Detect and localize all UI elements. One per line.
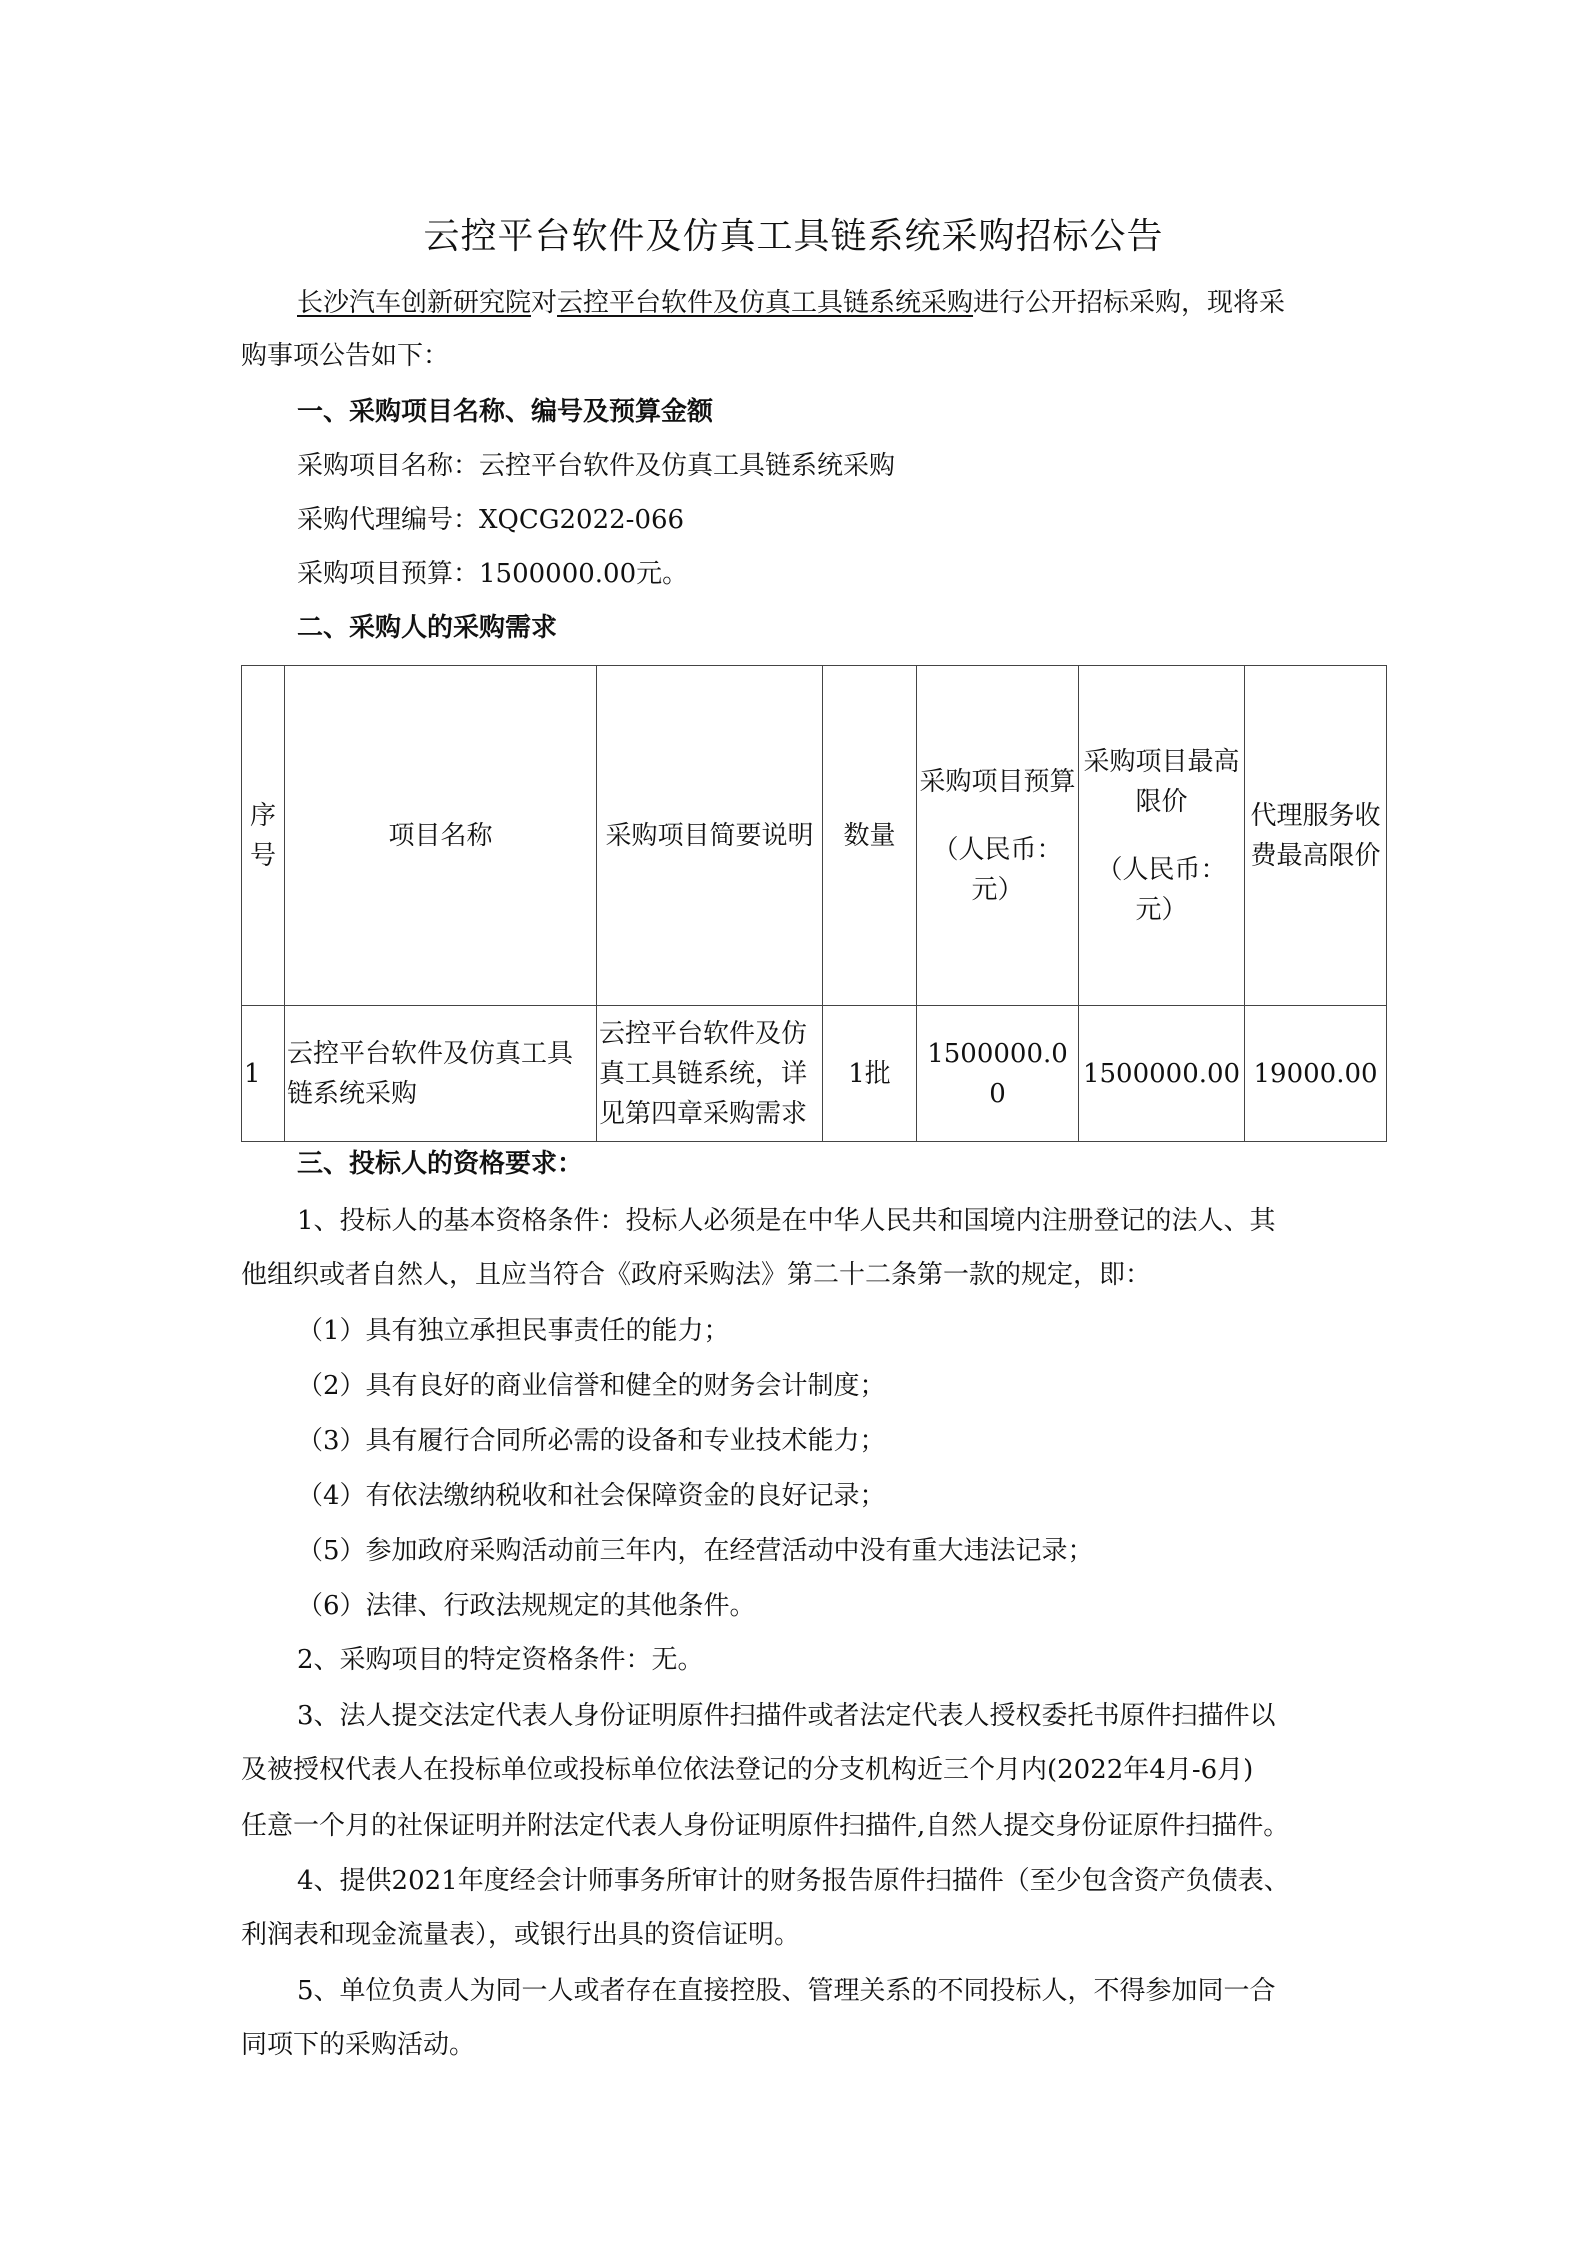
req1-item-1: （1）具有独立承担民事责任的能力； [297,1316,730,1346]
cell-seq: 1 [242,1006,285,1142]
req3-line2: 及被授权代表人在投标单位或投标单位依法登记的分支机构近三个月内(2022年4月-6月) [241,1755,1254,1785]
cell-qty: 1批 [823,1006,917,1142]
req4-line1: 4、提供2021年度经会计师事务所审计的财务报告原件扫描件（至少包含资产负债表、 [297,1866,1290,1896]
req1-item-4: （4）有依法缴纳税收和社会保障资金的良好记录； [297,1481,886,1511]
req1-item-5: （5）参加政府采购活动前三年内，在经营活动中没有重大违法记录； [297,1536,1094,1566]
cell-agency-fee: 19000.00 [1245,1006,1387,1142]
page-title: 云控平台软件及仿真工具链系统采购招标公告 [423,216,1164,257]
req5-line2: 同项下的采购活动。 [241,2030,476,2060]
header-max-price: 采购项目最高限价 （人民币：元） [1079,666,1245,1006]
cell-budget: 1500000.00 [917,1006,1079,1142]
project-name-link: 云控平台软件及仿真工具链系统采购 [557,288,974,318]
header-seq: 序号 [242,666,285,1006]
req2: 2、采购项目的特定资格条件：无。 [297,1645,704,1675]
section3-heading: 三、投标人的资格要求： [297,1149,584,1179]
req1-line1: 1、投标人的基本资格条件：投标人必须是在中华人民共和国境内注册登记的法人、其 [297,1206,1276,1236]
req3-line3: 任意一个月的社保证明并附法定代表人身份证明原件扫描件,自然人提交身份证原件扫描件。 [241,1811,1290,1841]
table-header-row [242,666,1387,1006]
header-budget: 采购项目预算 （人民币：元） [917,666,1079,1006]
req5-line1: 5、单位负责人为同一人或者存在直接控股、管理关系的不同投标人，不得参加同一合 [297,1976,1276,2006]
project-code-line: 采购代理编号：XQCG2022-066 [297,505,685,535]
header-desc: 采购项目简要说明 [597,666,823,1006]
intro-line-2: 购事项公告如下： [241,341,450,371]
cell-name: 云控平台软件及仿真工具链系统采购 [285,1006,597,1142]
req1-item-6: （6）法律、行政法规规定的其他条件。 [297,1591,756,1621]
project-name-line: 采购项目名称：云控平台软件及仿真工具链系统采购 [297,451,896,481]
cell-desc: 云控平台软件及仿真工具链系统，详见第四章采购需求 [597,1006,823,1142]
section1-heading: 一、采购项目名称、编号及预算金额 [297,397,714,427]
header-qty: 数量 [823,666,917,1006]
cell-max-price: 1500000.00 [1079,1006,1245,1142]
req4-line2: 利润表和现金流量表），或银行出具的资信证明。 [241,1920,801,1950]
req1-item-3: （3）具有履行合同所必需的设备和专业技术能力； [297,1426,886,1456]
req3-line1: 3、法人提交法定代表人身份证明原件扫描件或者法定代表人授权委托书原件扫描件以 [297,1701,1276,1731]
requirements-table [241,665,1387,1142]
header-name: 项目名称 [285,666,597,1006]
section2-heading: 二、采购人的采购需求 [297,613,558,643]
intro-line-1: 长沙汽车创新研究院对云控平台软件及仿真工具链系统采购进行公开招标采购，现将采 [297,288,1286,318]
req1-line2: 他组织或者自然人，且应当符合《政府采购法》第二十二条第一款的规定，即： [241,1260,1152,1290]
header-agency-fee: 代理服务收费最高限价 [1245,666,1387,1006]
table-row [242,1006,1387,1142]
req1-item-2: （2）具有良好的商业信誉和健全的财务会计制度； [297,1371,886,1401]
purchaser-name: 长沙汽车创新研究院 [297,288,532,318]
project-budget-line: 采购项目预算：1500000.00元。 [297,559,689,589]
